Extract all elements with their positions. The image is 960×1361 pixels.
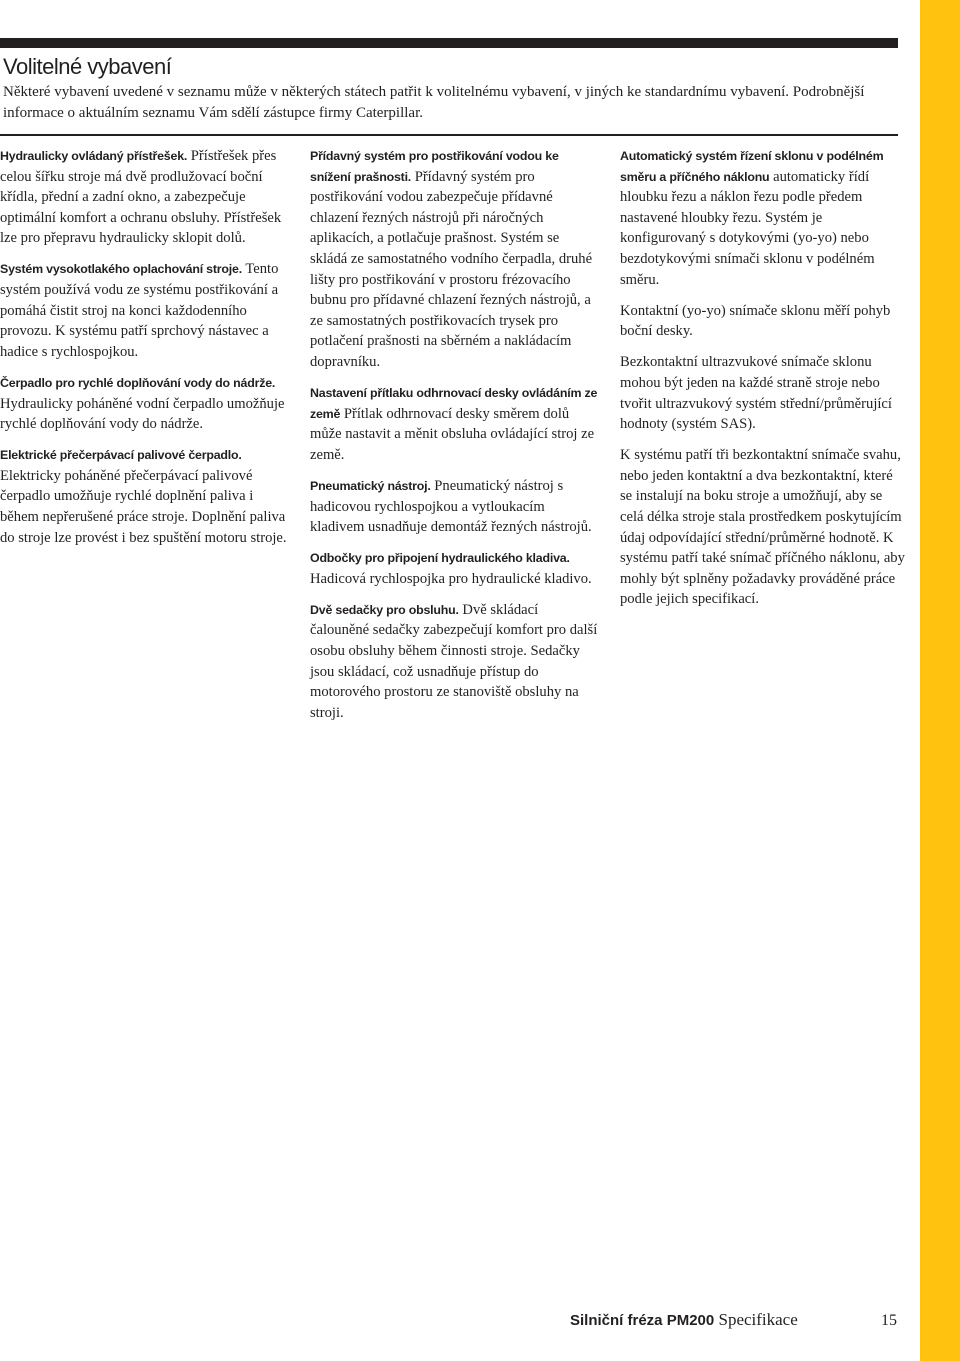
yellow-side-strip	[920, 0, 960, 1361]
option-item	[620, 146, 905, 290]
option-text: Pneumatický nástroj s hadicovou rychlospojkou a vytloukacím kladivem usnadňuje demontáž řezných nástrojů.	[310, 477, 592, 536]
footer-title-regular: Specifikace	[714, 1310, 798, 1329]
option-text: Hadicová rychlospojka pro hydraulické kladivo.	[310, 570, 592, 587]
page-title: Volitelné vybavení	[3, 54, 172, 79]
option-paragraph	[620, 445, 905, 610]
option-text: Přístřešek přes celou šířku stroje má dvě prodlužovací boční křídla, přední a zadní okno, a zabezpečuje optimální komfort a ochranu obsluhy. Přístřešek lze pro přepravu hydraulicky sklopit dolů.	[0, 148, 282, 247]
option-text: Elektricky poháněné přečerpávací palivové čerpadlo umožňuje rychlé doplnění paliva i během nepřerušené práce stroje. Doplnění paliva do stroje lze provést i bez spuštění motoru stroje.	[0, 467, 287, 546]
footer	[570, 1310, 897, 1330]
option-item	[310, 548, 600, 589]
option-text: automaticky řídí hloubku řezu a náklon řezu podle předem nastavené hloubky řezu. Systém je konfigurovaný s dotykovými (yo-yo) nebo bezdotykovými snímači sklonu v podélném směru.	[620, 168, 875, 288]
option-text: Hydraulicky poháněné vodní čerpadlo umožňuje rychlé doplňování vody do nádrže.	[0, 395, 285, 433]
column-2	[310, 146, 600, 734]
option-paragraph	[620, 301, 905, 342]
option-text: K systému patří tři bezkontaktní snímače svahu, nebo jeden kontaktní a dva bezkontaktní, které se instalují na boku stroje a umožňují, aby se celá délka stroje stala prostředkem poskytujícím údaj odpovídající střední/průměrné hodnotě. K systému patří také snímač příčného náklonu, aby mohly být splněny požadavky prováděné práce podle jejich specifikací.	[620, 447, 905, 608]
option-text: Přítlak odhrnovací desky směrem dolů může nastavit a měnit obsluha ovládající stroj ze země.	[310, 405, 595, 463]
top-rule	[0, 38, 898, 48]
option-heading: Nastavení přítlaku odhrnovací desky ovládáním ze země	[310, 386, 598, 421]
footer-title	[570, 1310, 798, 1330]
intro-text: Některé vybavení uvedené v seznamu může v některých státech patřit k volitelnému vybavení, v jiných ke standardnímu vybavení. Podrobnější informace o aktuálním seznamu Vám sdělí zástupce firmy Caterpillar.	[3, 84, 865, 121]
option-heading: Odbočky pro připojení hydraulického kladiva.	[310, 551, 570, 566]
option-text: Bezkontaktní ultrazvukové snímače sklonu mohou být jeden na každé straně stroje nebo tvořit ultrazvukový systém střední/průměrující hodnoty (systém SAS).	[620, 354, 892, 433]
option-heading: Hydraulicky ovládaný přístřešek.	[0, 149, 188, 163]
option-item	[0, 259, 290, 362]
option-heading: Automatický systém řízení sklonu v podélném směru a příčného náklonu	[620, 149, 884, 184]
footer-title-bold: Silniční fréza PM200	[570, 1312, 715, 1329]
section-divider	[0, 134, 898, 136]
page-number: 15	[881, 1312, 897, 1329]
option-paragraph	[620, 352, 905, 434]
option-item	[0, 373, 290, 435]
option-heading: Elektrické přečerpávací palivové čerpadlo.	[0, 448, 242, 463]
option-text: Přídavný systém pro postřikování vodou zabezpečuje přídavné chlazení řezných nástrojů při náročných aplikacích, a potlačuje prašnost. Systém se skládá ze samostatného vodního čerpadla, druhé lišty pro postřikování v prostoru frézovacího bubnu pro přídavné chlazení řezných nástrojů, a ze samostatných postřikovacích trysek pro potlačení prašnosti na sběrném a nakládacím dopravníku.	[310, 168, 593, 370]
option-heading: Systém vysokotlakého oplachování stroje.	[0, 262, 242, 277]
option-item	[310, 146, 600, 373]
option-heading: Dvě sedačky pro obsluhu.	[310, 602, 459, 617]
option-item	[310, 476, 600, 538]
option-item	[0, 146, 290, 249]
option-text: Dvě skládací čalouněné sedačky zabezpečují komfort pro další osobu obsluhy během činnosti stroje. Sedačky jsou skládací, což usnadňuje přístup do motorového prostoru ze stanoviště obsluhy na stroji.	[310, 601, 598, 721]
option-text: Kontaktní (yo-yo) snímače sklonu měří pohyb boční desky.	[620, 302, 891, 340]
column-3	[620, 146, 905, 620]
column-1	[0, 146, 290, 559]
option-heading: Čerpadlo pro rychlé doplňování vody do nádrže.	[0, 375, 276, 390]
option-item	[310, 600, 600, 724]
option-heading: Pneumatický nástroj.	[310, 478, 431, 493]
option-text: Tento systém používá vodu ze systému postřikování a pomáhá čistit stroj na konci každodenního provozu. K systému patří sprchový nástavec a hadice s rychlospojkou.	[0, 261, 279, 360]
option-item	[310, 383, 600, 465]
option-item	[0, 445, 290, 548]
option-heading: Přídavný systém pro postřikování vodou ke snížení prašnosti.	[310, 149, 559, 184]
